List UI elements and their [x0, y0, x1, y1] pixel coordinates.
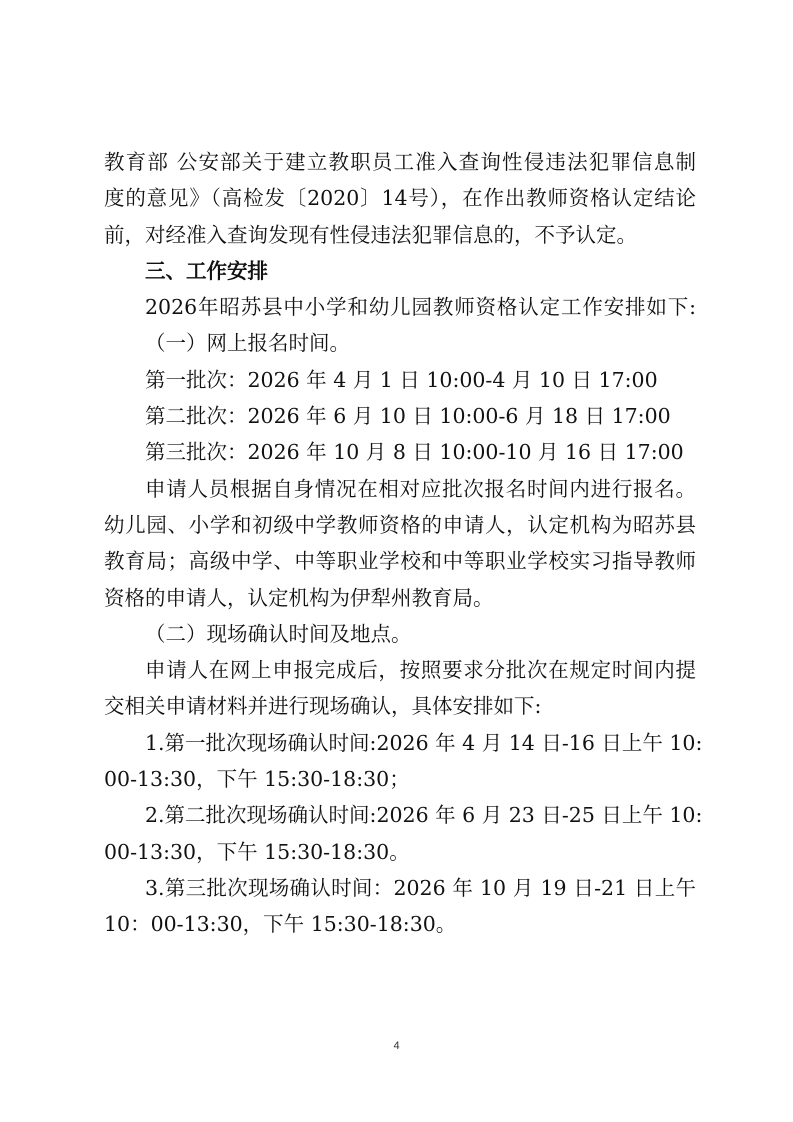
paragraph-line: 前，对经准入查询发现有性侵违法犯罪信息的，不予认定。: [104, 222, 637, 247]
page-number: 4: [393, 1040, 400, 1052]
paragraph-line: 度的意见》（高检发〔2020〕14号），在作出教师资格认定结论: [104, 186, 696, 211]
paragraph-line: 教育局；高级中学、中等职业学校和中等职业学校实习指导教师: [104, 549, 696, 574]
schedule-item: 第二批次：2026 年 6 月 10 日 10:00-6 月 18 日 17:00: [145, 404, 671, 429]
paragraph-line: 2026年昭苏县中小学和幼儿园教师资格认定工作安排如下:: [145, 295, 696, 320]
paragraph-line: 幼儿园、小学和初级中学教师资格的申请人，认定机构为昭苏县: [104, 512, 696, 537]
schedule-item-continued: 00-13:30，下午 15:30-18:30。: [104, 839, 410, 864]
schedule-item: 第一批次：2026 年 4 月 1 日 10:00-4 月 10 日 17:00: [145, 367, 658, 392]
section-heading: 三、工作安排: [145, 258, 268, 283]
document-body: [104, 144, 703, 943]
subsection-heading: （二）现场确认时间及地点。: [145, 621, 412, 646]
subsection-heading: （一）网上报名时间。: [145, 331, 350, 356]
paragraph-line: 申请人员根据自身情况在相对应批次报名时间内进行报名。: [145, 476, 696, 501]
schedule-item-continued: 10：00-13:30，下午 15:30-18:30。: [104, 912, 457, 937]
schedule-item-continued: 00-13:30，下午 15:30-18:30；: [104, 767, 410, 792]
schedule-item: 3.第三批次现场确认时间：2026 年 10 月 19 日-21 日上午: [145, 875, 696, 900]
schedule-item: 2.第二批次现场确认时间:2026 年 6 月 23 日-25 日上午 10:: [145, 803, 703, 828]
paragraph-line: 交相关申请材料并进行现场确认，具体安排如下:: [104, 694, 542, 719]
paragraph-line: 资格的申请人，认定机构为伊犁州教育局。: [104, 585, 494, 610]
schedule-item: 第三批次：2026 年 10 月 8 日 10:00-10 月 16 日 17:00: [145, 440, 684, 465]
paragraph-line: 申请人在网上申报完成后，按照要求分批次在规定时间内提: [145, 658, 696, 683]
paragraph-line: 教育部 公安部关于建立教职员工准入查询性侵违法犯罪信息制: [104, 150, 696, 174]
schedule-item: 1.第一批次现场确认时间:2026 年 4 月 14 日-16 日上午 10:: [145, 730, 703, 755]
